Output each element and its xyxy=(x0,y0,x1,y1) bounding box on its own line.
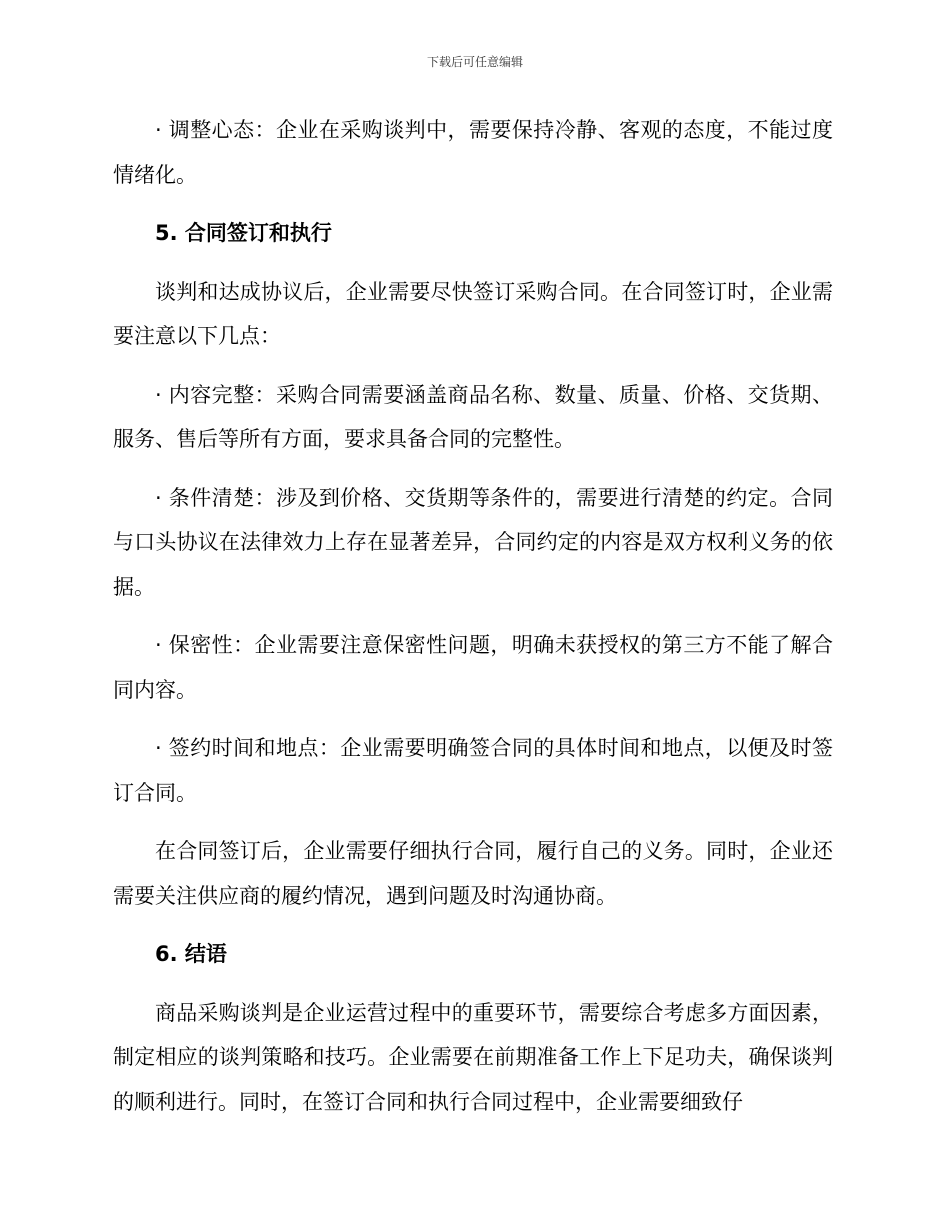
paragraph-contract-execution: 在合同签订后，企业需要仔细执行合同，履行自己的义务。同时，企业还需要关注供应商的履约情况，遇到问题及时沟通协商。 xyxy=(113,839,833,908)
bullet-content-complete: · 内容完整：采购合同需要涵盖商品名称、数量、质量、价格、交货期、服务、售后等所有方面，要求具备合同的完整性。 xyxy=(113,382,833,451)
bullet-adjust-mindset: · 调整心态：企业在采购谈判中，需要保持冷静、客观的态度，不能过度情绪化。 xyxy=(113,118,833,187)
bullet-signing-time-place: · 签约时间和地点：企业需要明确签合同的具体时间和地点，以便及时签订合同。 xyxy=(113,736,833,805)
document-body xyxy=(113,108,833,1138)
section-heading-contract: 5. 合同签订和执行 xyxy=(155,221,332,245)
bullet-confidentiality: · 保密性：企业需要注意保密性问题，明确未获授权的第三方不能了解合同内容。 xyxy=(113,633,833,702)
page-header: 下载后可任意编辑 xyxy=(426,55,523,69)
paragraph-contract-intro: 谈判和达成协议后，企业需要尽快签订采购合同。在合同签订时，企业需要注意以下几点： xyxy=(113,279,833,348)
bullet-clear-terms: · 条件清楚：涉及到价格、交货期等条件的，需要进行清楚的约定。合同与口头协议在法律效力上存在显著差异，合同约定的内容是双方权利义务的依据。 xyxy=(113,485,833,599)
section-heading-conclusion: 6. 结语 xyxy=(155,942,227,966)
paragraph-conclusion: 商品采购谈判是企业运营过程中的重要环节，需要综合考虑多方面因素，制定相应的谈判策略和技巧。企业需要在前期准备工作上下足功夫，确保谈判的顺利进行。同时，在签订合同和执行合同过程中，企业需要细致仔 xyxy=(113,1000,833,1114)
